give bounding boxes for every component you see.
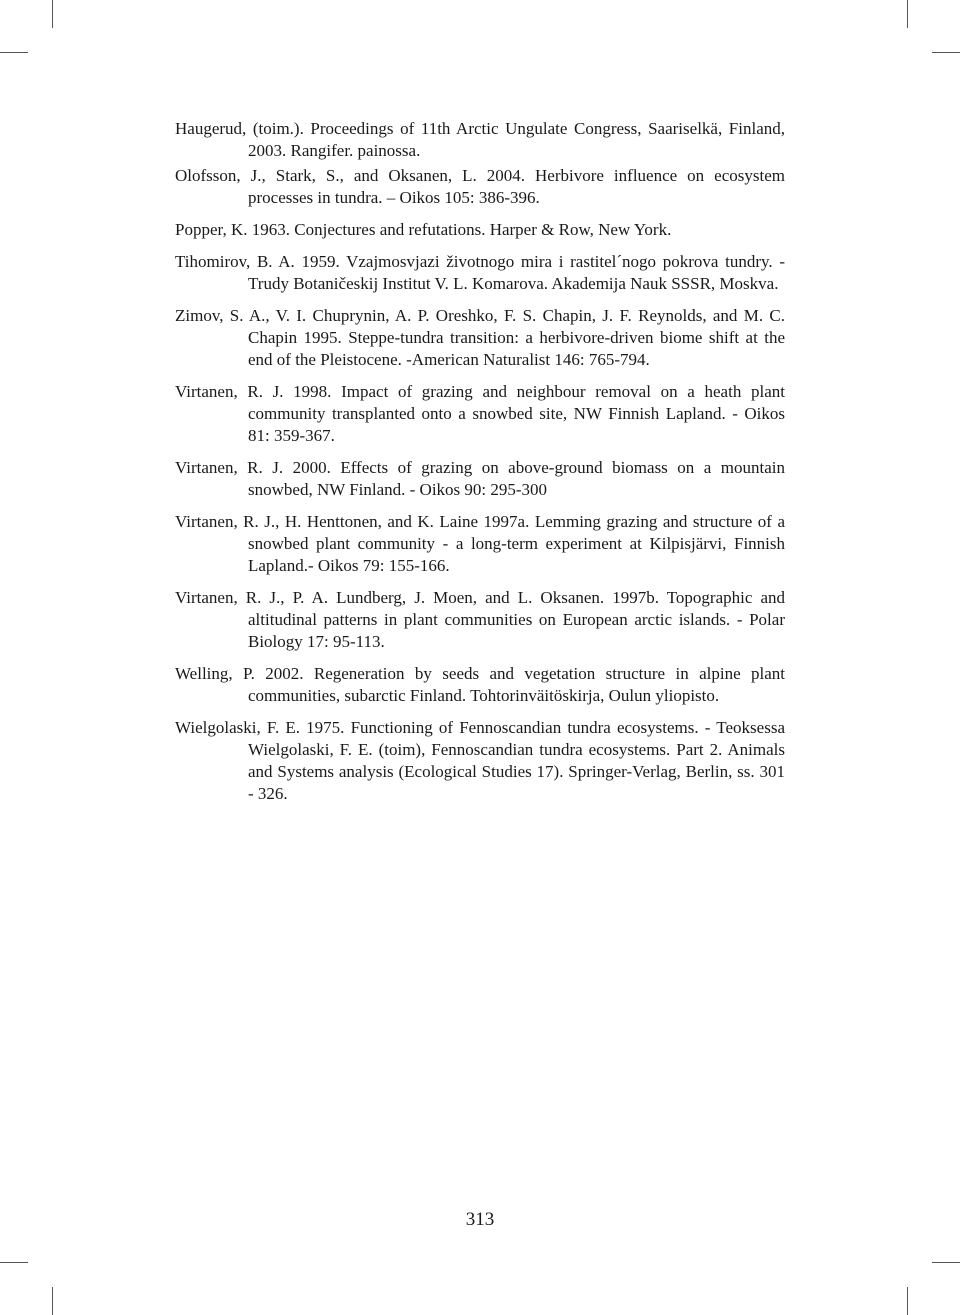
reference-entry: Virtanen, R. J., P. A. Lundberg, J. Moen, and L. Oksanen. 1997b. Topographic and altitudinal patterns in plant communities on European arctic islands. - Polar Biology 17: 95-113. [175,588,785,651]
crop-mark [0,52,28,53]
reference-entry: Virtanen, R. J. 2000. Effects of grazing on above-ground biomass on a mountain snowbed, NW Finland. - Oikos 90: 295-300 [175,458,785,499]
reference-entry: Welling, P. 2002. Regeneration by seeds and vegetation structure in alpine plant communities, subarctic Finland. Tohtorinväitöskirja, Oulun yliopisto. [175,664,785,705]
reference-entry: Wielgolaski, F. E. 1975. Functioning of Fennoscandian tundra ecosystems. - Teoksessa Wielgolaski, F. E. (toim), Fennoscandian tundra ecosystems. Part 2. Animals and Systems analysis (Ecological Studies 17). Springer-Verlag, Berlin, ss. 301 - 326. [175,718,785,803]
crop-mark [932,52,960,53]
crop-mark [0,1262,28,1263]
reference-entry: Olofsson, J., Stark, S., and Oksanen, L. 2004. Herbivore influence on ecosystem processes in tundra. – Oikos 105: 386-396. [175,166,785,207]
reference-entry: Zimov, S. A., V. I. Chuprynin, A. P. Oreshko, F. S. Chapin, J. F. Reynolds, and M. C. Chapin 1995. Steppe-tundra transition: a herbivore-driven biome shift at the end of the Pleistocene. -American Naturalist 146: 765-794. [175,306,785,369]
page-number: 313 [465,1209,495,1230]
reference-list [175,118,785,815]
reference-entry: Virtanen, R. J., H. Henttonen, and K. Laine 1997a. Lemming grazing and structure of a snowbed plant community - a long-term experiment at Kilpisjärvi, Finnish Lapland.- Oikos 79: 155-166. [175,512,785,575]
crop-mark [932,1262,960,1263]
crop-mark [52,0,53,28]
crop-mark [907,0,908,28]
reference-entry: Haugerud, (toim.). Proceedings of 11th Arctic Ungulate Congress, Saariselkä, Finland, 2003. Rangifer. painossa. [175,119,785,160]
crop-mark [907,1287,908,1315]
reference-entry: Virtanen, R. J. 1998. Impact of grazing and neighbour removal on a heath plant community transplanted onto a snowbed site, NW Finnish Lapland. - Oikos 81: 359-367. [175,382,785,445]
reference-entry: Tihomirov, B. A. 1959. Vzajmosvjazi životnogo mira i rastitel´nogo pokrova tundry. - Trudy Botaničeskij Institut V. L. Komarova. Akademija Nauk SSSR, Moskva. [175,252,785,293]
crop-mark [52,1287,53,1315]
reference-entry: Popper, K. 1963. Conjectures and refutations. Harper & Row, New York. [175,220,672,239]
